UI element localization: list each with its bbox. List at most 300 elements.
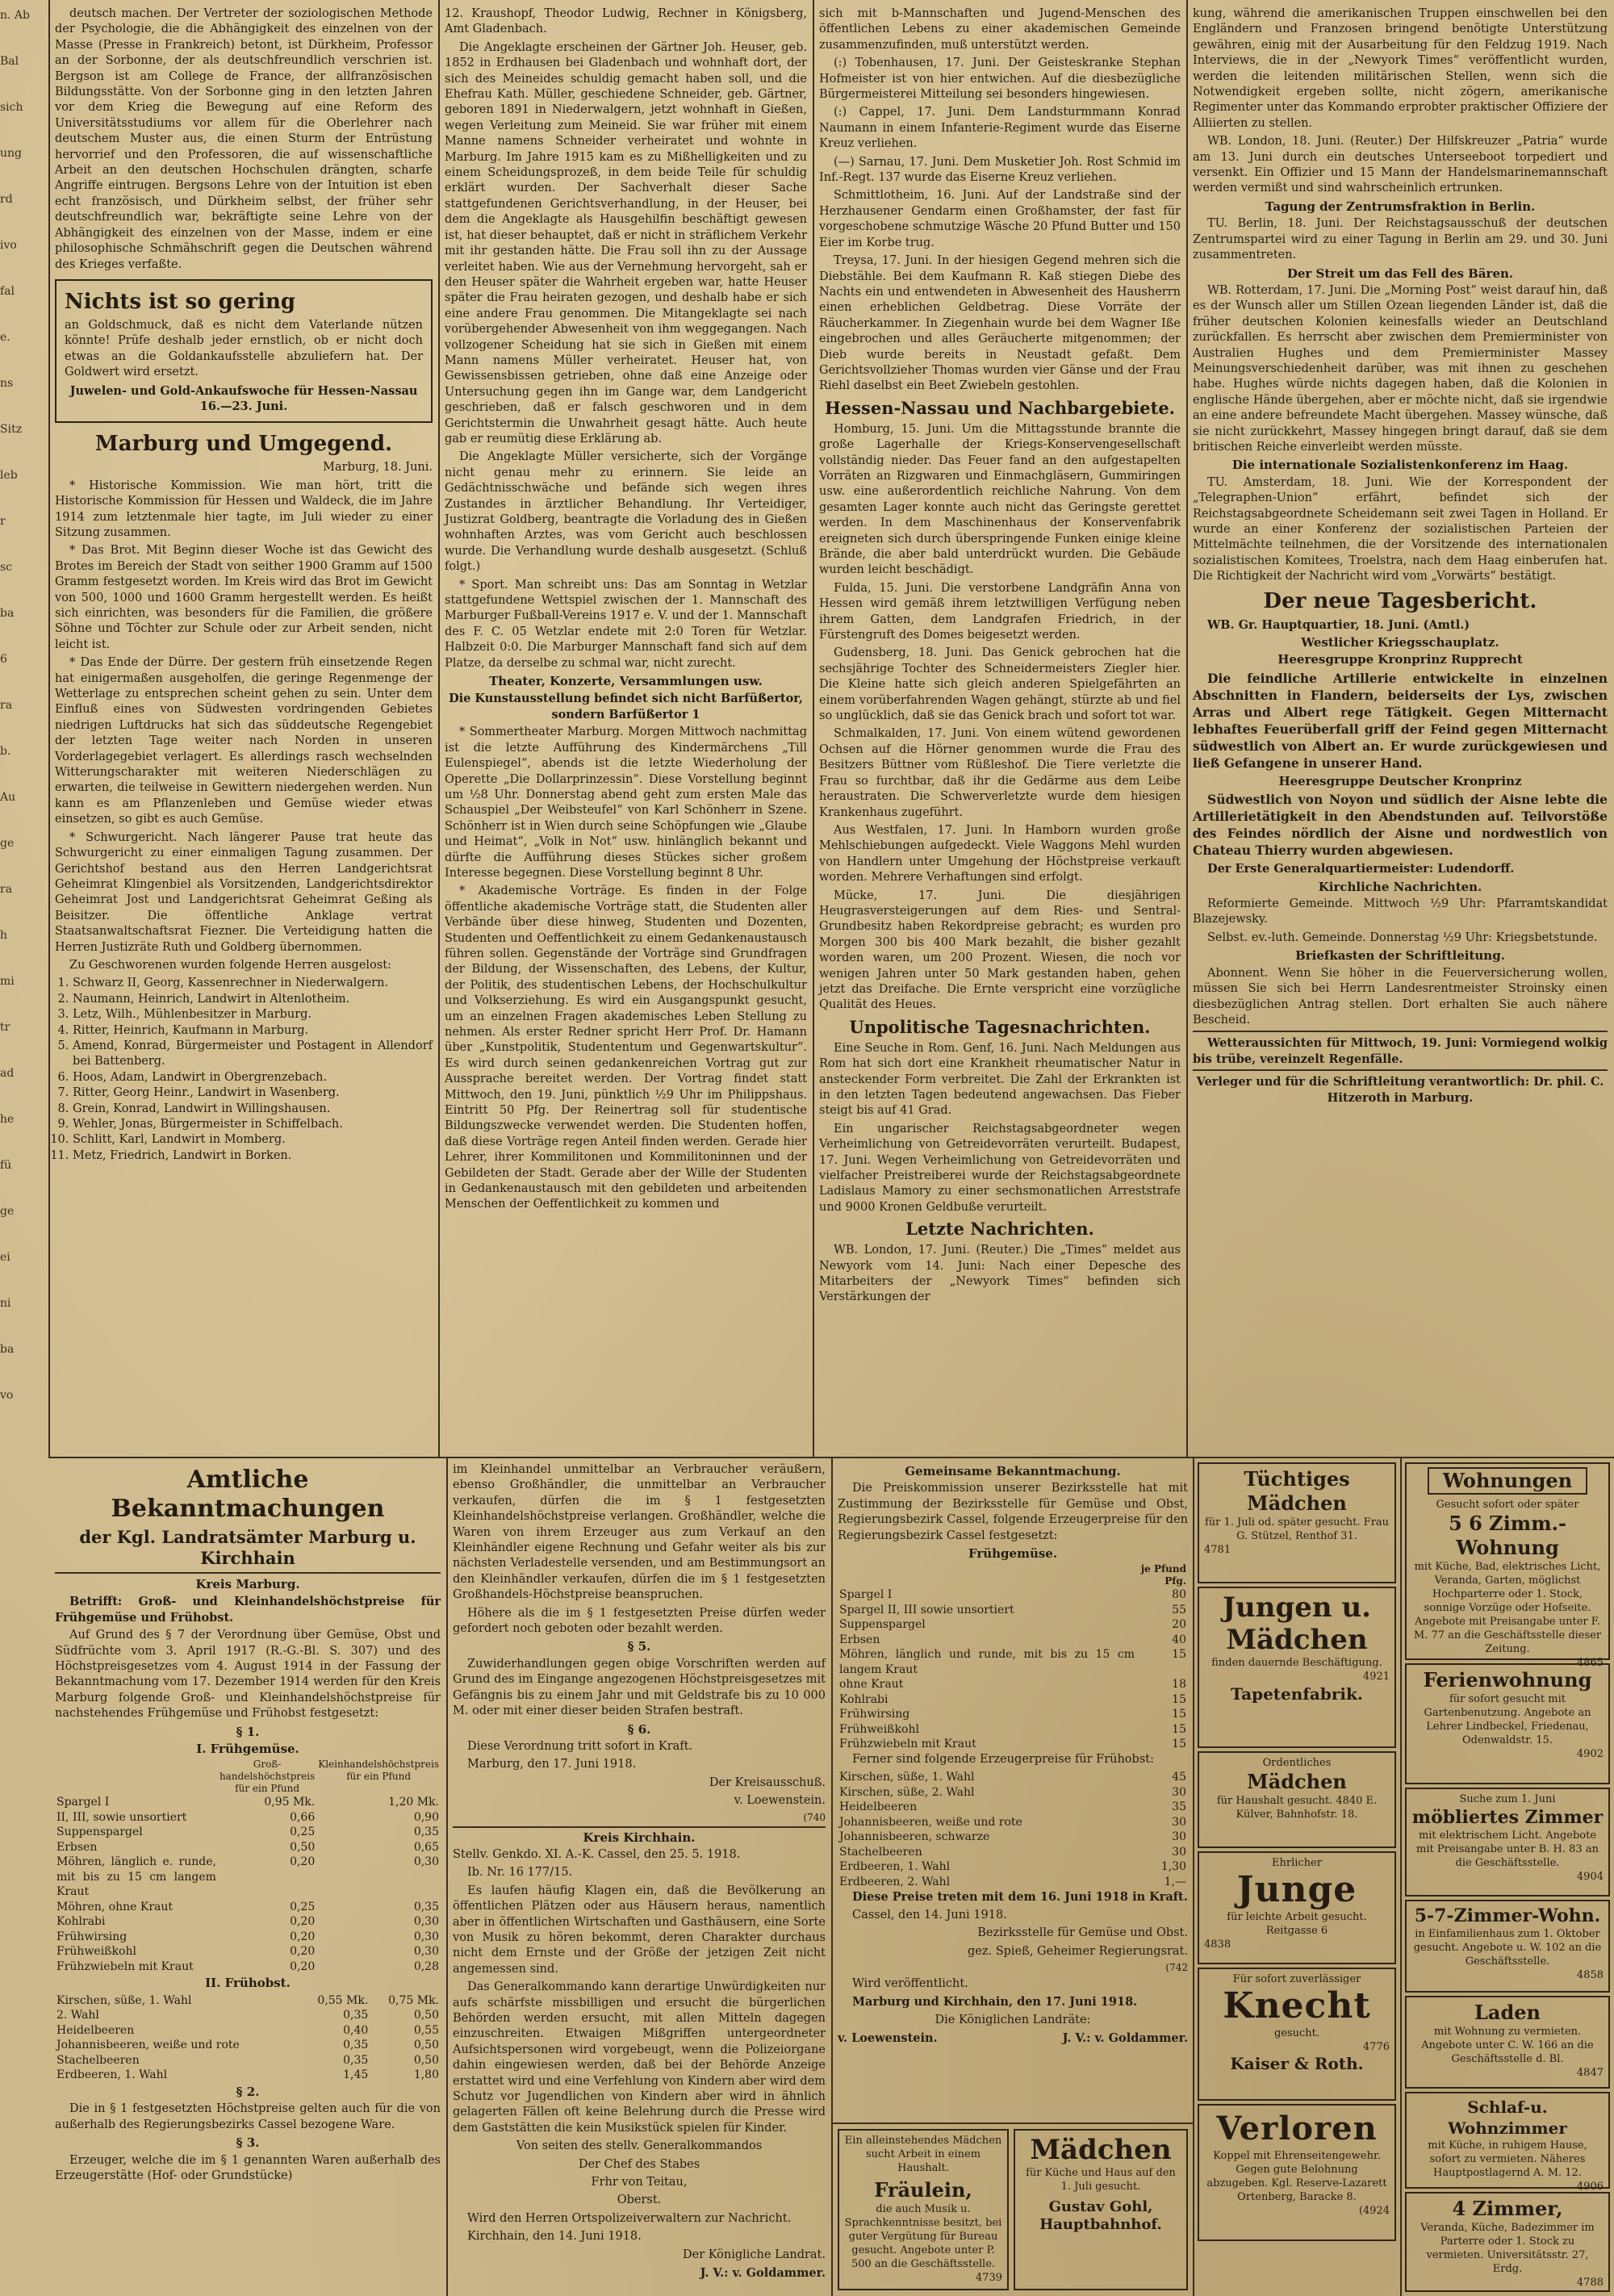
section-subtitle: Die internationale Sozialistenkonferenz im Haag.	[1231, 458, 1569, 473]
item-name: Möhren, länglich e. runde, mit bis zu 15 cm langem Kraut	[56, 1855, 216, 1899]
signature-name: J. V.: v. Goldammer.	[1062, 2031, 1188, 2046]
ad-headline: 5 6 Zimm.-Wohnung	[1449, 1512, 1566, 1559]
item-name: Erbsen	[56, 1840, 98, 1854]
price-cell: 0,30	[413, 1945, 439, 1959]
edge-fragment: 6	[0, 653, 7, 666]
section-rule	[831, 2122, 1193, 2124]
price-cell: 0,50	[413, 2009, 439, 2022]
article-text: Der Erste Generalquartiermeister: Ludendorff.	[1207, 862, 1515, 876]
section-subtitle: Tagung der Zentrumsfraktion in Berlin.	[1265, 199, 1536, 214]
article-text: Diese Verordnung tritt sofort in Kraft.	[467, 1739, 693, 1753]
box-title: Nichts ist so gering	[65, 289, 296, 314]
edge-fragment: tr	[0, 1021, 10, 1034]
table-row	[838, 1859, 1188, 1875]
table-row	[55, 2068, 441, 2083]
edge-fragment: mi	[0, 975, 15, 988]
edge-fragment: rd	[0, 193, 13, 206]
article-text: Homburg, 15. Juni. Um die Mittagsstunde brannte die große Lagerhalle der Kriegs-Konservengesellschaft vollständig nieder. Das Feuer fand an den aufgestapelten Vorräten an Rizgwaren und Einmachgläsern, Gummiringen usw. eine außerordentlich reichliche Nahrung. Von dem gesamten Lager konnte auch nicht das Geringste gerettet werden. In dem Maschinenhaus der Konservenfabrik ereigneten sich durch überspringende Funken einige kleine Brände, die aber bald unterdrückt wurden. Die Gebäude wurden leicht beschädigt.	[819, 422, 1181, 577]
article-text: WB. Rotterdam, 17. Juni. Die „Morning Post“ weist darauf hin, daß es der Wunsch aller um Stillen Ozean liegenden Länder ist, daß die früher deutschen Kolonien keinesfalls wieder an Deutschland zurückfallen. Es herrscht aber zwischen dem Premierminister von Australien Hughes und dem Premierminister Massey Meinungsverschiedenheit darüber, was mit ihnen zu geschehen habe. Hughes würde nichts dagegen haben, daß die Kolonien in englische Hände übergehen, aber er möchte nicht, daß sie irgendwie an eine andere befreundete Macht übergehen. Massey wünsche, daß sie nicht zurückkehrt, Massey hingegen bringt darauf, daß sie dem britischen Reiche einverleibt werden müsste.	[1193, 283, 1608, 454]
imprint: Verleger und für die Schriftleitung verantwortlich: Dr. phil. C. Hitzeroth in Marburg.	[1193, 1069, 1608, 1106]
list-item: 9. Wehler, Jonas, Bürgermeister in Schiffelbach.	[73, 1117, 433, 1132]
price-cell: 18	[1172, 1678, 1186, 1692]
table-row	[55, 1944, 441, 1959]
ad-text: mit Küche, Bad, elektrisches Licht, Veranda, Garten, möglichst Hochparterre oder 1. Stock, sonnige Vorzüge oder Hofseite. Angebote mit Preisangabe unter F. M. 77 an die Geschäftsstelle dieser Zeitung.	[1413, 1561, 1602, 1655]
table-row	[55, 2053, 441, 2068]
article-text: Reformierte Gemeinde. Mittwoch ½9 Uhr: Pfarramtskandidat Blazejewsky.	[1193, 897, 1608, 926]
notice-title: Amtliche Bekanntmachungen	[111, 1466, 385, 1523]
article-text: Schmittlotheim, 16. Juni. Auf der Landstraße sind der Herzhausener Gendarm einen Großhamster, der fast für vorgeschobene schmutzige Wäsche 20 Pfund Butter und 150 Eier im Korbe trug.	[819, 189, 1181, 249]
ad-text: Ordentliches	[1262, 1757, 1332, 1769]
item-name: II, III, sowie unsortiert	[56, 1810, 187, 1824]
item-name: Spargel I	[56, 1796, 110, 1809]
price-cell: 80	[1172, 1588, 1186, 1602]
ad-girl-household	[1198, 1751, 1396, 1848]
table-row	[55, 1959, 441, 1975]
signature: Der Chef des Stabes	[578, 2157, 700, 2171]
ad-text: Ein alleinstehendes Mädchen sucht Arbeit in einem Haushalt.	[844, 2135, 1002, 2174]
producer-price-table	[838, 1563, 1188, 1752]
item-name: Kohlrabi	[56, 1915, 106, 1929]
ad-shop	[1405, 1996, 1610, 2089]
producer-fruit-table	[838, 1770, 1188, 1889]
list-item: 6. Hoos, Adam, Landwirt in Obergrenzebach.	[73, 1070, 433, 1085]
item-name: Kirschen, süße, 1. Wahl	[56, 1993, 192, 2007]
price-cell: 0,20	[290, 1915, 316, 1929]
price-cell: 1,80	[413, 2068, 439, 2082]
item-name: Spargel I	[839, 1588, 893, 1602]
paragraph-mark: § 1.	[236, 1724, 260, 1739]
article-text: * Das Brot. Mit Beginn dieser Woche ist das Gewicht des Brotes im Bereich der Stadt von seither 1900 Gramm auf 1500 Gramm festgesetzt worden. Im Kreis wird das Brot im Gewicht von 500, 1000 und 1600 Gramm hergestellt werden. Es heißt sich einrichten, was besonders für die Familien, die größere Söhne und Töchter zur Schule oder zur Arbeit senden, nicht leicht ist.	[55, 544, 433, 651]
item-name: Heidelbeeren	[56, 2023, 135, 2037]
price-cell: 0,35	[413, 1900, 439, 1913]
column-rule	[1186, 0, 1188, 1457]
price-cell: 0,25	[290, 1826, 316, 1839]
signature: J. V.: v. Goldammer.	[700, 2266, 826, 2281]
article-text: Ferner sind folgende Erzeugerpreise für Frühobst:	[852, 1752, 1154, 1766]
article-text: Fulda, 15. Juni. Die verstorbene Landgräfin Anna von Hessen wird gemäß ihrem letztwilligen Verfügung neben ihrem Gatten, dem Landgrafen Friedrich, in der Fürstengruft des Domes beigesetzt werden.	[819, 581, 1181, 642]
price-cell: 0,30	[413, 1930, 439, 1943]
ad-headline: Tüchtiges Mädchen	[1244, 1467, 1350, 1515]
table-title: Frühgemüse.	[968, 1546, 1058, 1562]
list-item: 2. Naumann, Heinrich, Landwirt in Altenlotheim.	[73, 992, 433, 1007]
signature: Frhr von Teitau,	[591, 2176, 688, 2189]
price-cell: 0,50	[290, 1840, 316, 1854]
ad-text: in Einfamilienhaus zum 1. Oktober gesucht. Angebote u. W. 102 an die Geschäftsstelle.	[1413, 1928, 1602, 1968]
table-row	[55, 1930, 441, 1945]
price-cell: 15	[1172, 1738, 1186, 1751]
date-line: Kirchhain, den 14. Juni 1918.	[467, 2230, 642, 2244]
article-text: Wird veröffentlicht.	[852, 1976, 968, 1990]
table-title: II. Frühobst.	[205, 1976, 291, 1991]
article-text: Aus Westfalen, 17. Juni. In Hamborn wurden große Mehlschiebungen aufgedeckt. Viele Waggons Mehl wurden von Handlern unter Umgehung der Höchstpreise verkauft worden. Mehrere Verhaftungen sind erfolgt.	[819, 823, 1181, 885]
edge-fragment: e.	[0, 331, 10, 344]
table-row	[838, 1587, 1188, 1603]
article-text: 12. Kraushopf, Theodor Ludwig, Rechner in Königsberg, Amt Gladenbach.	[445, 7, 807, 36]
ad-furnished-room	[1405, 1788, 1610, 1897]
ad-text: für Haushalt gesucht. 4840 E. Külver, Bahnhofstr. 18.	[1216, 1795, 1378, 1821]
ad-text: für 1. Juli od. später gesucht. Frau G. Stützel, Renthof 31.	[1204, 1516, 1390, 1542]
table-row	[838, 1830, 1188, 1845]
ad-text: Für sofort zuverlässiger	[1232, 1973, 1361, 1985]
ad-capable-girl	[1198, 1462, 1396, 1583]
section-title: Letzte Nachrichten.	[905, 1219, 1094, 1240]
article-text: Die feindliche Artillerie entwickelte in einzelnen Abschnitten in Flandern, beiderseits der Lys, zwischen Arras und Albert rege Tätigkeit. Gegen Mitternacht lebhaftes Feuerüberfall griff der Feind gegen Mitternacht südwestlich von Albert an. Er wurde zurückgewiesen und ließ Gefangene in unserer Hand.	[1193, 670, 1608, 771]
price-table-vegetables	[55, 1759, 441, 1974]
signature: Der Kreisausschuß.	[709, 1775, 826, 1789]
price-cell: 0,90	[413, 1810, 439, 1824]
dateline: Marburg, 18. Juni.	[323, 461, 433, 475]
signature: Oberst.	[617, 2194, 662, 2207]
section-title: Hessen-Nassau und Nachbargebiete.	[824, 397, 1175, 418]
table-row	[55, 1993, 441, 2009]
price-cell: 0,55	[413, 2023, 439, 2037]
column-rule	[446, 1457, 448, 2296]
article-text: TU. Amsterdam, 18. Juni. Wie der Korrespondent der „Telegraphen-Union“ erfährt, befindet sich der Reichstagsabgeordnete Scheidemann seit zwei Tagen in Holland. Er wurde an einer Konferenz der sozialistischen Parteien der Mittelmächte teilnehmen, die der Vorsitzende des internationalen sozialistischen Komitees, Troelstra, nach dem Haag einberufen hat. Die Richtigkeit der Nachricht wird vom „Vorwärts“ bestätigt.	[1193, 475, 1608, 583]
ad-text: Veranda, Küche, Badezimmer im Parterre oder 1. Stock zu vermieten. Universitätsstr. 27, Erdg.	[1420, 2222, 1595, 2275]
list-item: 7. Ritter, Georg Heinr., Landwirt in Wasenberg.	[73, 1085, 433, 1101]
column-rule	[1193, 1457, 1194, 2296]
box-text: an Goldschmuck, daß es nicht dem Vaterlande nützen könnte! Prüfe deshalb jeder ernstlich, ob er nicht doch etwas an die Goldankaufsstelle abzuliefern hat. Der Goldwert wird ersetzt.	[65, 318, 423, 379]
edge-fragment: vo	[0, 1389, 14, 1402]
price-cell: 40	[1172, 1633, 1186, 1646]
column-4	[1193, 6, 1608, 1455]
gold-notice-box	[55, 279, 433, 423]
ad-four-rooms	[1405, 2192, 1610, 2292]
edge-fragment: ba	[0, 607, 15, 620]
item-name: Spargel II, III sowie unsortiert	[839, 1603, 1014, 1616]
price-cell: 0,20	[290, 1959, 316, 1973]
list-item: 5. Amend, Konrad, Bürgermeister und Postagent in Allendorf bei Battenberg.	[73, 1039, 433, 1070]
ad-number: 4776	[1362, 2041, 1390, 2053]
edge-fragment: ung	[0, 147, 22, 160]
item-name: Suppenspargel	[56, 1826, 143, 1839]
table-row	[55, 2008, 441, 2023]
price-cell: 15	[1172, 1692, 1186, 1706]
ad-number: 4781	[1204, 1544, 1231, 1556]
table-row	[55, 1840, 441, 1855]
column-header: Kleinhandelshöchstpreis für ein Pfund	[318, 1759, 439, 1783]
table-row	[838, 1737, 1188, 1752]
article-text: Das Generalkommando kann derartige Unwürdigkeiten nur aufs schärfste missbilligen und ersucht die bürgerlichen Behörden werden ersucht, mit allen Mitteln dagegen einzuschreiten. Etwaigen Mißgriffen untergeordneter Aufsichtspersonen wird vorgebeugt, wenn die Polizeiorgane dahin eingewiesen werden, daß bei der Behörde Anzeige erstattet wird und eine Verfehlung von Kindern aber wird dem Schutz vor Jugendlichen von Kindern aber wird in ähnlich gelagerten Fällen oft keine Belehrung durch die Presse wird dem Gaststätten die kein Musikstück spielen für Kinder.	[453, 1980, 826, 2135]
price-cell: 0,35	[343, 2039, 369, 2052]
signature: Bezirksstelle für Gemüse und Obst.	[977, 1926, 1188, 1940]
price-cell: 30	[1172, 1785, 1186, 1799]
price-cell: 0,50	[413, 2039, 439, 2052]
ad-apartments	[1405, 1462, 1610, 1669]
ad-farmhand	[1198, 1968, 1396, 2101]
table-row	[838, 1785, 1188, 1800]
table-title: I. Frühgemüse.	[196, 1742, 299, 1757]
price-cell: 15	[1172, 1708, 1186, 1721]
item-name: Möhren, ohne Kraut	[56, 1900, 174, 1913]
paragraph-mark: § 5.	[627, 1639, 651, 1654]
edge-fragment: ns	[0, 377, 14, 390]
ad-firm: Kaiser & Roth.	[1230, 2054, 1364, 2073]
price-cell: 0,40	[343, 2023, 369, 2037]
juror-list	[55, 976, 433, 1164]
district-title: Kreis Kirchhain.	[453, 1826, 826, 1846]
price-cell: 0,66	[290, 1810, 316, 1824]
ad-number: 4788	[1576, 2277, 1604, 2289]
item-name: Frühweißkohl	[56, 1945, 136, 1959]
article-text: Diese Preise treten mit dem 16. Juni 1918 in Kraft.	[852, 1890, 1188, 1905]
article-text: Höhere als die im § 1 festgesetzten Preise dürfen weder gefordert noch geboten oder bezahlt werden.	[453, 1606, 826, 1636]
item-name: Kirschen, süße, 1. Wahl	[839, 1771, 975, 1784]
ad-text: mit elektrischem Licht. Angebote mit Preisangabe unter B. H. 83 an die Geschäftsstelle.	[1416, 1830, 1599, 1869]
column-rule	[831, 1457, 833, 2296]
section-subtitle: Westlicher Kriegsschauplatz.	[1301, 635, 1499, 650]
edge-fragment: ra	[0, 699, 13, 712]
article-text: Auf Grund des § 7 der Verordnung über Gemüse, Obst und Südfrüchte vom 3. April 1917 (R.-G.-Bl. S. 307) und des Höchstpreisgesetzes vom 4. August 1914 in der Fassung der Bekanntmachung vom 17. Dezember 1914 werden für den Kreis Marburg folgende Groß- und Kleinhandelshöchstpreise für nachstehendes Frühgemüse und Frühobst festgesetzt:	[55, 1629, 441, 1721]
article-text: deutsch machen. Der Vertreter der soziologischen Methode der Psychologie, die die Abhängigkeit des einzelnen von der Masse (Presse in Frankreich) betont, ist Dürkheim, Professor an der Sorbonne, der als deutschfreundlich verschrien ist. Bergson ist am College de France, der allfranzösischen Bildungsstätte. Von der Sorbonne ging in den letzten Jahren vor dem Krieg die Bewegung auf eine Reform des Universitätsstudiums vor allem für die Oberlehrer nach deutschem Muster aus, die einen Sturm der Entrüstung hervorrief und den Professoren, die auf wissenschaftliche Arbeit an den deutschen Hochschulen drängten, scharfe Angriffe eintrugen. Bergsons Lehre von der Intuition ist eben echt französisch, und Dürkheim selbst, der früher sehr deutschfreundlich war, bekräftigte seine Lehre von der Abhängigkeit des einzelnen von der Masse, indem er eine philosophische Schmähschrift gegen die Deutschen während des Krieges verfaßte.	[55, 7, 433, 271]
article-text: * Sport. Man schreibt uns: Das am Sonntag in Wetzlar stattgefundene Wettspiel zwischen der 1. Mannschaft des Marburger Fußball-Vereins 1917 e. V. und der 1. Mannschaft des F. C. 05 Wetzlar endete mit 2:0 Toren für Wetzlar. Halbzeit 0:0. Die Marburger Mannschaft fand sich auf dem Platze, da derselbe zu schmal war, nicht zurecht.	[445, 578, 807, 670]
ad-text: für sofort gesucht mit Gartenbenutzung. Angebote an Lehrer Lindbeckel, Friedenau, Odenwaldstr. 15.	[1424, 1693, 1591, 1746]
article-text: Es laufen häufig Klagen ein, daß die Bevölkerung an öffentlichen Plätzen oder aus Häusern heraus, namentlich aber in öffentlichen Wirtschaften und Gasthäusern, eine Sorte von Musik zu hören bekommt, deren Charakter durchaus nicht dem Ernste und der Größe der jetzigen Zeit nicht angemessen sind.	[453, 1884, 826, 1976]
ad-headline: Laden	[1474, 2001, 1541, 2024]
item-name: Stachelbeeren	[56, 2053, 140, 2067]
official-notice-1	[55, 1462, 441, 2294]
edge-fragment: n. Ab	[0, 9, 30, 22]
ad-text: Suche zum 1. Juni	[1459, 1793, 1556, 1805]
date-line: Cassel, den 14. Juni 1918.	[852, 1908, 1007, 1922]
column-2	[445, 6, 807, 1455]
section-title: Der neue Tagesbericht.	[1263, 588, 1537, 613]
price-cell: 0,35	[343, 2009, 369, 2022]
ad-headline: 5-7-Zimmer-Wohn.	[1414, 1905, 1601, 1926]
article-text: * Schwurgericht. Nach längerer Pause trat heute das Schwurgericht zu einer einmaligen Tagung zusammen. Der Gerichtshof bestand aus den Herren Landgerichtsrat Geheimrat Klingenbiel als Vorsitzenden, Landgerichtsdirektor Geheimrat Jost und Landgerichtsrat Geheimrat Geßing als Beisitzer. Die öffentliche Anklage vertrat Staatsanwaltschaftsrat Fiezner. Die Verteidigung hatten die Herren Justizräte Ruth und Goldberg übernommen.	[55, 830, 433, 954]
table-row	[838, 1617, 1188, 1633]
ad-bed-living-room	[1405, 2092, 1610, 2193]
ad-text: gesucht.	[1273, 2027, 1320, 2039]
item-name: Erdbeeren, 1. Wahl	[56, 2068, 168, 2082]
article-text: Die in § 1 festgesetzten Höchstpreise gelten auch für die von außerhalb des Regierungsbezirks Cassel bezogene Ware.	[55, 2102, 441, 2131]
notice-number: (740	[803, 1811, 826, 1823]
article-text: Mücke, 17. Juni. Die diesjährigen Heugrasversteigerungen auf dem Ries- und Sentral-Grundbesitz haben Rekordpreise gebracht; es wurden pro Morgen 300 bis 400 Mark bezahlt, die bisher gezahlt worden waren, um 200 Prozent. Wiesen, die noch vor wenigen Jahren unter 50 Mark gestanden haben, gehen jetzt das Dreifache. Die Ernte verspricht eine vorzügliche Qualität des Heues.	[819, 889, 1181, 1012]
article-text: Betrifft: Groß- und Kleinhandelshöchstpreise für Frühgemüse und Frühobst.	[55, 1595, 441, 1625]
price-cell: 1,30	[1160, 1860, 1186, 1874]
edge-fragment: ge	[0, 837, 15, 850]
article-text: Von seiten des stellv. Generalkommandos	[516, 2139, 763, 2153]
ad-headline: Schlaf-u. Wohnzimmer	[1448, 2097, 1567, 2138]
ad-large-apartment	[1405, 1900, 1610, 1993]
ad-number: (4924	[1358, 2205, 1390, 2217]
ad-girl-wanted	[1014, 2129, 1188, 2290]
table-row	[838, 1692, 1188, 1708]
signature: Die Königlichen Landräte:	[935, 2013, 1091, 2026]
price-cell: 0,55 Mk.	[317, 1993, 369, 2007]
ad-text: für Küche und Haus auf den 1. Juli gesucht.	[1026, 2167, 1176, 2193]
edge-fragment: ge	[0, 1205, 15, 1218]
ad-headline: Mädchen	[1247, 1770, 1347, 1793]
edge-fragment: he	[0, 1113, 15, 1126]
edge-fragment: leb	[0, 469, 18, 482]
item-name: Frühzwiebeln mit Kraut	[839, 1738, 976, 1751]
ad-text: Ehrlicher	[1272, 1857, 1322, 1869]
item-name: ohne Kraut	[839, 1678, 904, 1692]
price-cell: 15	[1172, 1648, 1186, 1662]
article-text: Die Kunstausstellung befindet sich nicht Barfüßertor, sondern Barfüßertor 1	[449, 692, 803, 721]
table-row	[55, 2038, 441, 2053]
ad-text: für leichte Arbeit gesucht. Reitgasse 6	[1227, 1911, 1367, 1937]
item-name: Johannisbeeren, weiße und rote	[839, 1815, 1022, 1829]
price-cell: 0,28	[413, 1959, 439, 1973]
ad-number: 4739	[975, 2272, 1002, 2284]
ad-headline: möbliertes Zimmer	[1411, 1807, 1604, 1828]
table-row	[838, 1815, 1188, 1830]
column-header: Groß-handelshöchstpreis für ein Pfund	[219, 1759, 316, 1795]
notice-subtitle: der Kgl. Landratsämter Marburg u. Kirchhain	[55, 1527, 441, 1574]
weather-forecast: Wetteraussichten für Mittwoch, 19. Juni: Vormiegend wolkig bis trübe, vereinzelt Regenfälle.	[1193, 1031, 1608, 1067]
table-row	[55, 1855, 441, 1900]
ad-number: 4904	[1576, 1871, 1604, 1883]
article-text: im Kleinhandel unmittelbar an Verbraucher veräußern, ebenso Großhändler, die unmittelbar an Verbraucher verkaufen, dürfen die im § 1 festgesetzten Kleinhandelshöchstpreise verlangen. Großhändler, welche die Waren von ihrem Erzeuger aus zum Verkauf an den Kleinhändler eigene Rechnung und Gefahr weiter als bis zur nächsten Verladestelle versenden, und am Bestimmungsort an den Kleinhändler verkaufen, dürfen die im § 1 festgesetzten Großhandels-Höchstpreise beanspruchen.	[453, 1463, 826, 1602]
column-rule	[438, 0, 440, 1457]
table-row	[838, 1770, 1188, 1785]
table-row	[55, 1795, 441, 1810]
section-subtitle: Briefkasten der Schriftleitung.	[1295, 948, 1505, 964]
date-line: Marburg und Kirchhain, den 17. Juni 1918.	[852, 1995, 1138, 2010]
ad-number: 4902	[1576, 1748, 1604, 1760]
ad-number: 4865	[1576, 1657, 1604, 1669]
paragraph-mark: § 6.	[627, 1721, 651, 1737]
article-text: Wird den Herren Ortspolizeiverwaltern zur Nachricht.	[467, 2211, 792, 2225]
section-subtitle: Kirchliche Nachrichten.	[1318, 879, 1482, 894]
article-text: Die Angeklagte Müller versicherte, sich der Vorgänge nicht genau mehr zu erinnern. Sie leide an Gedächtnisschwäche und befände sich wegen ihres Zustandes in ärztlicher Behandlung. Ihr Verteidiger, Justizrat Goldberg, beantragte die Vorladung des in Gießen wohnhaften Arztes, was vom Gericht auch beschlossen wurde. Die Verhandlung wurde deshalb ausgesetzt. (Schluß folgt.)	[445, 450, 807, 574]
article-text: Schmalkalden, 17. Juni. Von einem wütend gewordenen Ochsen auf die Hörner genommen wurde die Frau des Besitzers Büttner vom Rüßleshof. Die Tiere verletzte die Frau so furchtbar, daß ihr die Gedärme aus dem Leibe heraustraten. Die Schwerverletzte wurde dem hiesigen Krankenhaus zugeführt.	[819, 727, 1181, 819]
ad-boy	[1198, 1851, 1396, 1964]
article-text: Eine Seuche in Rom. Genf, 16. Juni. Nach Meldungen aus Rom hat sich dort eine Krankheit rheumatischer Natur in ansteckender Form verbreitet. Die Zahl der Erkrankten ist in den letzten Tagen bedeutend angewachsen. Das Fieber steigt bis auf 41 Grad.	[819, 1041, 1181, 1118]
edge-fragment: ra	[0, 883, 13, 896]
section-subtitle: Theater, Konzerte, Versammlungen usw.	[489, 674, 763, 689]
ad-lost	[1198, 2104, 1396, 2241]
article-text: (—) Sarnau, 17. Juni. Dem Musketier Joh. Rost Schmid im Inf.-Regt. 137 wurde das Eiserne Kreuz verliehen.	[819, 155, 1181, 185]
article-text: sich mit b-Mannschaften und Jugend-Menschen des öffentlichen Lebens zu einer akademischen Gemeinde zusammenzufinden, muß unterstützt werden.	[819, 7, 1181, 52]
edge-fragment: ad	[0, 1067, 15, 1080]
ad-text: die auch Musik u. Sprachkenntnisse besitzt, bei guter Vergütung für Bureau gesucht. Angebote unter P. 500 an die Geschäftsstelle.	[844, 2203, 1002, 2270]
ad-text: Koppel mit Ehrenseitengewehr. Gegen gute Belohnung abzugeben. Kgl. Reserve-Lazarett Ortenberg, Baracke 8.	[1206, 2150, 1387, 2203]
price-cell: 1,45	[343, 2068, 369, 2082]
table-row	[838, 1875, 1188, 1890]
item-name: 2. Wahl	[56, 2009, 99, 2022]
price-cell: 15	[1172, 1722, 1186, 1736]
item-name: Erdbeeren, 1. Wahl	[839, 1860, 951, 1874]
ad-headline: Jungen u. Mädchen	[1222, 1591, 1372, 1656]
article-text: (:) Tobenhausen, 17. Juni. Der Geisteskranke Stephan Hofmeister ist von hier entwichen. Auf die diesbezügliche Bürgermeisterei Mitteilung sei besonders hingewiesen.	[819, 56, 1181, 102]
article-text: TU. Berlin, 18. Juni. Der Reichstagsausschuß der deutschen Zentrumspartei wird zu einer Tagung in Berlin am 29. und 30. Juni zusammentreten.	[1193, 217, 1608, 262]
section-title: Unpolitische Tagesnachrichten.	[849, 1016, 1151, 1037]
ad-firm: Gustav Gohl, Hauptbahnhof.	[1039, 2198, 1162, 2233]
edge-fragment: Au	[0, 791, 16, 804]
edge-fragment: b.	[0, 745, 11, 758]
article-text: Erzeuger, welche die im § 1 genannten Waren außerhalb des Erzeugerstätte (Hof- oder Grundstücke)	[55, 2153, 441, 2182]
article-text: Gudensberg, 18. Juni. Das Genick gebrochen hat die sechsjährige Tochter des Schneidermeisters Ziegler hier. Die Kleine hatte sich gleich anderen Spielgefährten an einem vorüberfahrenden Wagen gehängt, stürzte ab und fiel so unglücklich, daß sie das Genick brach und sofort tot war.	[819, 646, 1181, 723]
ad-firm: Tapetenfabrik.	[1231, 1684, 1363, 1704]
ad-holiday-home	[1405, 1663, 1610, 1784]
ad-number: 4906	[1576, 2181, 1604, 2193]
ad-headline: Junge	[1236, 1869, 1357, 1910]
column-rule	[813, 0, 814, 1457]
article-text: Ein ungarischer Reichstagsabgeordneter wegen Verheimlichung von Getreidevorräten verurteilt. Budapest, 17. Juni. Wegen Verheimlichung von Getreidevorräten und vielfacher Preistreiberei wurde der Reichstagsabgeordnete Ladislaus Mamory zu einer sechsmonatlichen Arreststrafe und 9000 Kronen Geldbuße verurteilt.	[819, 1122, 1181, 1214]
item-name: Johannisbeeren, weiße und rote	[56, 2039, 240, 2052]
section-title: Marburg und Umgegend.	[94, 432, 393, 457]
ad-headline: Wohnungen	[1428, 1467, 1587, 1495]
price-cell: 1,20 Mk.	[388, 1796, 439, 1809]
edge-fragment: Bal	[0, 55, 19, 68]
signature-name: v. Loewenstein.	[838, 2031, 938, 2046]
article-text: Südwestlich von Noyon und südlich der Aisne lebte die Artillerietätigkeit in den Abendstunden auf. Teilvorstöße des Feindes nördlich der Aisne und nordwestlich von Chateau Thierry wurden abgewiesen.	[1193, 792, 1608, 859]
item-name: Kirschen, süße, 2. Wahl	[839, 1785, 975, 1799]
price-cell: 0,20	[290, 1930, 316, 1943]
article-text: * Das Ende der Dürre. Der gestern früh einsetzende Regen hat einigermaßen ausgeholfen, die geringe Regenmenge der Wetterlage zu entsprechen scheint gehen zu sein. Unter dem Einfluß eines von Südwesten vordringenden Gebietes niedrigen Luftdrucks hat sich das süddeutsche Regengebiet der letzten Tage weiter nach Norden in unseren Vorderlagegebiet verlagert. Es allerdings rasch wechselnden Witterungscharakter mit weiteren Niederschlägen zu erwarten, die teilweise in Gewittern niedergehen werden. Nun kann es am Pflanzenleben und Gemüse wieder etwas einsetzen, so gibt es auch Gemüse.	[55, 656, 433, 826]
ad-headline: Verloren	[1216, 2110, 1378, 2148]
price-cell: 0,50	[413, 2053, 439, 2067]
table-row	[838, 1633, 1188, 1648]
column-header: je Pfund Pfg.	[1140, 1563, 1186, 1587]
section-subtitle: Der Streit um das Fell des Bären.	[1286, 266, 1514, 281]
item-name: Kohlrabi	[839, 1692, 889, 1706]
table-row	[838, 1845, 1188, 1860]
table-row	[55, 1914, 441, 1930]
item-name: Erbsen	[839, 1633, 880, 1646]
notice-title: Gemeinsame Bekanntmachung.	[905, 1464, 1121, 1478]
article-text: WB. London, 18. Juni. (Reuter.) Der Hilfskreuzer „Patria“ wurde am 13. Juni durch ein deutsches Unterseeboot torpediert und versenkt. Ein Offizier und 15 Mann der Handelsmarinemannschaft werden vermißt und sind wahrscheinlich ertrunken.	[1193, 135, 1608, 195]
ad-number: 4847	[1576, 2067, 1604, 2079]
item-name: Heidelbeeren	[839, 1800, 918, 1814]
price-cell: 0,35	[413, 1826, 439, 1839]
paragraph-mark: § 2.	[236, 2084, 260, 2099]
table-row	[838, 1647, 1188, 1677]
price-cell: 20	[1172, 1618, 1186, 1632]
article-text: Abonnent. Wenn Sie höher in die Feuerversicherung wollen, müssen Sie sich bei Herrn Landesrentmeister Stroinsky einen diesbezüglichen Antrag stellen. Dort erhalten Sie auch nähere Bescheid.	[1193, 966, 1608, 1027]
table-row	[55, 1900, 441, 1915]
reference: Stellv. Genkdo. XI. A.-K. Cassel, den 25. 5. 1918.	[453, 1847, 741, 1861]
price-cell: 0,30	[413, 1855, 439, 1869]
table-row	[55, 1825, 441, 1840]
ad-text: mit Wohnung zu vermieten. Angebote unter C. W. 166 an die Geschäftsstelle d. Bl.	[1421, 2026, 1594, 2065]
price-table-fruit	[55, 1993, 441, 2083]
signature	[838, 2030, 1188, 2046]
signature: v. Loewenstein.	[734, 1794, 826, 1808]
reference: Ib. Nr. 16 177/15.	[467, 1866, 573, 1880]
ad-boys-girls	[1198, 1587, 1396, 1748]
price-cell: 55	[1172, 1603, 1186, 1616]
price-cell: 0,35	[343, 2053, 369, 2067]
table-row	[838, 1722, 1188, 1738]
item-name: Frühweißkohl	[839, 1722, 919, 1736]
price-cell: 0,20	[290, 1945, 316, 1959]
price-cell: 0,95 Mk.	[264, 1796, 316, 1809]
ad-headline: 4 Zimmer,	[1452, 2197, 1563, 2220]
article-text: * Sommertheater Marburg. Morgen Mittwoch nachmittag ist die letzte Aufführung des Kindermärchens „Till Eulenspiegel“, abends ist die letzte Wiederholung der Operette „Die Dollarprinzessin“. Diese Vorstellung beginnt um ½8 Uhr. Donnerstag abend geht zum ersten Male das Schauspiel „Der Weibsteufel“ von Karl Schönherr in Szene. Schönherr ist in Wien durch seine Schöpfungen wie „Glaube und Heimat“, „Volk in Not“ usw. hinlänglich bekannt und dürfte die Aufführung dieses Stückes sicher großem Interesse begegnen. Diese Vorstellung beginnt 8 Uhr.	[445, 726, 807, 880]
article-text: Die Angeklagte erscheinen der Gärtner Joh. Heuser, geb. 1852 in Erdhausen bei Gladenbach und wohnhaft dort, der sich des Meineides schuldig gemacht haben soll, und die Ehefrau Kath. Müller, geschiedene Schneider, geb. Gärtner, geboren 1891 in Niederwalgern, jetzt wohnhaft in Gießen, wegen Verleitung zum Meineid. Sie war früher mit einem Manne namens Schneider verheiratet und wohnte in Marburg. Im Jahre 1915 kam es zu Mißhelligkeiten und zu einem Scheidungsprozeß, in dem beide Teile für schuldig erklärt wurden. Der Sachverhalt dieser Sache stattgefundenen Gerichtsverhandlung, in der Heuser, bei dem die Angeklagte als Hausgehilfin beschäftigt gewesen ist, hat dieser behauptet, daß er nicht in sträflichem Verkehr mit ihr gestanden hätte. Die Frau soll ihn zu der Aussage verleitet haben. Wie aus der Vernehmung hervorgeht, sah er den Heuser später die Wahrheit ergeben war, hatte Heuser später die Frau heiraten gezogen, und deshalb habe er sich eine andere Frau genommen. Die Mitangeklagte sei nach vorübergehender Abwesenheit von ihm weggegangen. Nach vollzogener Scheidung hat sie sich in Gießen mit einem Mann namens Müller verheiratet. Heuser hat, von Gewissensbissen getrieben, ohne daß eine Anzeige oder Untersuchung gegen ihn im Gange war, dem Landgericht geschrieben, daß er falsch geschworen und in dem Gerichtstermin die Unwahrheit gesagt hätte. Auch heute gab er reumütig diese Erklärung ab.	[445, 40, 807, 445]
section-subtitle: Heeresgruppe Kronprinz Rupprecht	[1277, 652, 1523, 667]
price-cell: 30	[1172, 1815, 1186, 1829]
ad-text: Gesucht sofort oder später	[1436, 1499, 1579, 1511]
edge-fragment: ni	[0, 1297, 11, 1310]
article-text: kung, während die amerikanischen Truppen einschwellen bei den Engländern und Franzosen bringend benötigte Unterstützung gewähren, einig mit der Ausarbeitung für den Feldzug 1919. Nach Interviews, die in der „Newyork Times“ veröffentlicht wurden, werden die leitenden militärischen Stellen, wenn sich die Notwendigkeit ergeben sollte, nicht zögern, amerikanische Regimenter unter das Kommando erprobter praktischer Offiziere der Alliierten zu stellen.	[1193, 7, 1608, 130]
ad-number: 4838	[1204, 1938, 1231, 1951]
list-item: 8. Grein, Konrad, Landwirt in Willingshausen.	[73, 1102, 433, 1117]
item-name: Johannisbeeren, schwarze	[839, 1830, 990, 1844]
ad-text: mit Küche, in ruhigem Hause, sofort zu vermieten. Näheres Hauptpostlagernd A. M. 12.	[1428, 2139, 1587, 2179]
item-name: Frühwirsing	[56, 1930, 128, 1943]
price-cell: 45	[1172, 1771, 1186, 1784]
item-name: Suppenspargel	[839, 1618, 926, 1632]
list-item: 1. Schwarz II, Georg, Kassenrechner in Niederwalgern.	[73, 976, 433, 991]
column-rule	[48, 0, 50, 1457]
price-cell: 30	[1172, 1830, 1186, 1844]
item-name: Erdbeeren, 2. Wahl	[839, 1875, 951, 1888]
